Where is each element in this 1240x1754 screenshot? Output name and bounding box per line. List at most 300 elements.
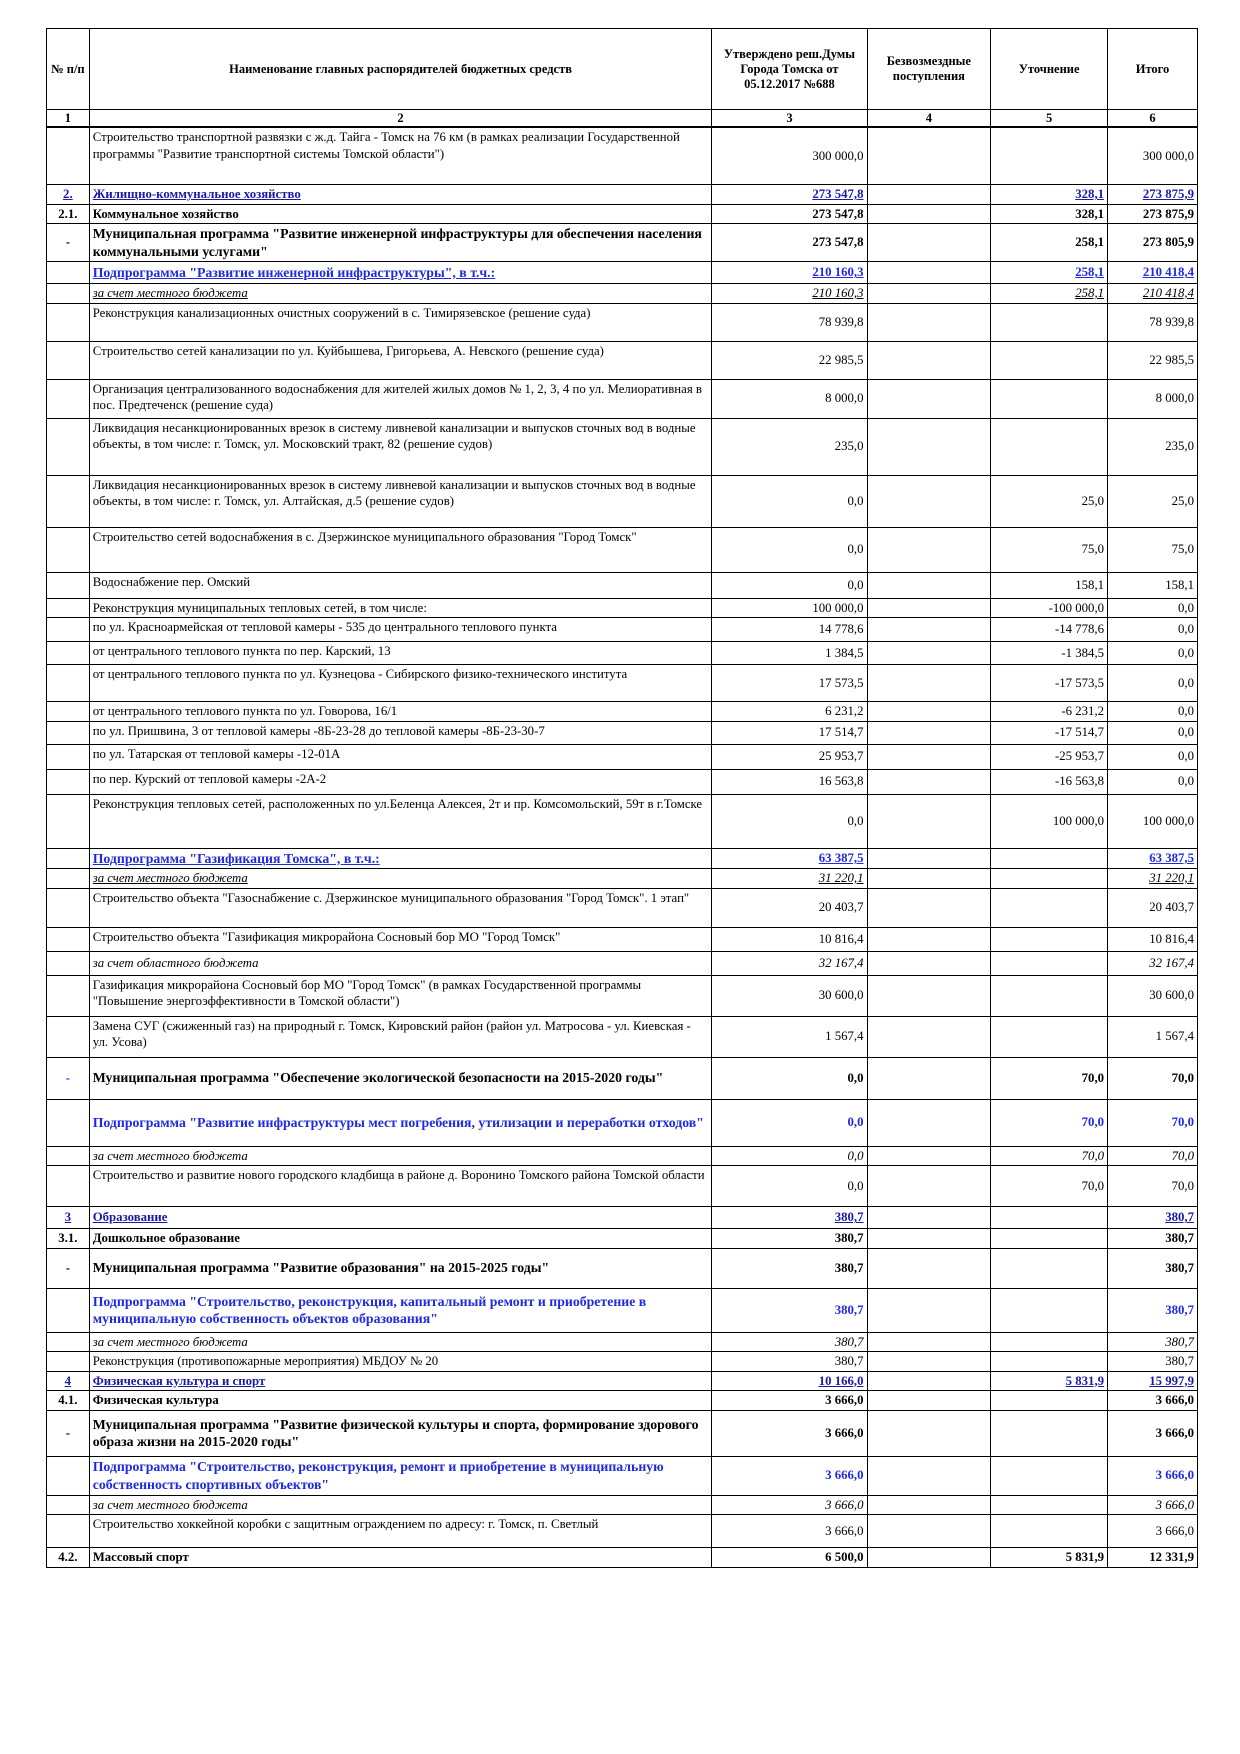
row-number: 2.1.: [47, 204, 90, 224]
row-number: 3.1.: [47, 1229, 90, 1249]
row-grants: [867, 618, 991, 642]
row-approved: 210 160,3: [712, 284, 867, 304]
row-name: по ул. Татарская от тепловой камеры -12-01А: [89, 744, 712, 769]
header-total: Итого: [1108, 29, 1198, 110]
row-approved: 78 939,8: [712, 303, 867, 341]
row-number: [47, 1352, 90, 1372]
row-adjustment: -25 953,7: [991, 744, 1108, 769]
row-adjustment: [991, 127, 1108, 185]
row-approved: 0,0: [712, 1099, 867, 1146]
row-grants: [867, 794, 991, 848]
header-name: Наименование главных распорядителей бюджетных средств: [89, 29, 712, 110]
row-total: 70,0: [1108, 1166, 1198, 1207]
table-row: [47, 665, 1198, 702]
row-number: [47, 1456, 90, 1495]
row-grants: [867, 527, 991, 572]
budget-table: [46, 28, 1198, 1568]
row-adjustment: -14 778,6: [991, 618, 1108, 642]
row-grants: [867, 204, 991, 224]
table-row: [47, 527, 1198, 572]
row-approved: 380,7: [712, 1248, 867, 1288]
table-row: [47, 1288, 1198, 1332]
row-grants: [867, 1057, 991, 1099]
row-grants: [867, 303, 991, 341]
row-approved: 63 387,5: [712, 848, 867, 869]
row-number: -: [47, 1410, 90, 1456]
row-adjustment: 70,0: [991, 1057, 1108, 1099]
row-adjustment: [991, 418, 1108, 475]
table-row: [47, 618, 1198, 642]
row-total: 20 403,7: [1108, 888, 1198, 927]
row-adjustment: [991, 927, 1108, 951]
row-grants: [867, 1371, 991, 1391]
table-row: [47, 262, 1198, 284]
table-row: [47, 744, 1198, 769]
row-name: Подпрограмма "Газификация Томска", в т.ч.:: [89, 848, 712, 869]
row-approved: 273 547,8: [712, 185, 867, 205]
row-name: от центрального теплового пункта по ул. Кузнецова - Сибирского физико-технического института: [89, 665, 712, 702]
row-name: Замена СУГ (сжиженный газ) на природный г. Томск, Кировский район (район ул. Матросова - ул. Киевская - ул. Усова): [89, 1016, 712, 1057]
table-row: [47, 975, 1198, 1016]
row-grants: [867, 185, 991, 205]
row-approved: 6 500,0: [712, 1548, 867, 1568]
row-total: 75,0: [1108, 527, 1198, 572]
table-row: [47, 888, 1198, 927]
row-grants: [867, 744, 991, 769]
row-number: [47, 888, 90, 927]
row-name: от центрального теплового пункта по пер. Карский, 13: [89, 642, 712, 665]
row-approved: 380,7: [712, 1229, 867, 1249]
row-number: [47, 1099, 90, 1146]
header-number: № п/п: [47, 29, 90, 110]
row-approved: 0,0: [712, 794, 867, 848]
table-row: [47, 927, 1198, 951]
row-name: Строительство объекта "Газоснабжение с. Дзержинское муниципального образования "Город Томск". 1 этап": [89, 888, 712, 927]
row-total: 3 666,0: [1108, 1410, 1198, 1456]
row-approved: 273 547,8: [712, 224, 867, 262]
row-adjustment: [991, 975, 1108, 1016]
row-approved: 0,0: [712, 475, 867, 527]
row-total: 3 666,0: [1108, 1456, 1198, 1495]
row-approved: 10 816,4: [712, 927, 867, 951]
table-row: [47, 1248, 1198, 1288]
row-number: 3: [47, 1207, 90, 1229]
header-col-index: 6: [1108, 110, 1198, 128]
table-row: [47, 1548, 1198, 1568]
row-total: 380,7: [1108, 1352, 1198, 1372]
row-adjustment: 328,1: [991, 185, 1108, 205]
row-name: Муниципальная программа "Развитие инженерной инфраструктуры для обеспечения населения коммунальными услугами": [89, 224, 712, 262]
row-grants: [867, 1495, 991, 1515]
row-grants: [867, 1391, 991, 1411]
table-row: [47, 1371, 1198, 1391]
row-grants: [867, 1146, 991, 1166]
row-grants: [867, 1288, 991, 1332]
row-grants: [867, 262, 991, 284]
row-total: 0,0: [1108, 721, 1198, 744]
row-approved: 3 666,0: [712, 1515, 867, 1548]
row-number: [47, 794, 90, 848]
row-number: [47, 598, 90, 618]
row-name: по пер. Курский от тепловой камеры -2А-2: [89, 769, 712, 794]
row-total: 0,0: [1108, 642, 1198, 665]
row-adjustment: [991, 1332, 1108, 1352]
table-row: [47, 721, 1198, 744]
row-number: [47, 927, 90, 951]
header-col-index: 5: [991, 110, 1108, 128]
row-total: 3 666,0: [1108, 1391, 1198, 1411]
row-number: [47, 721, 90, 744]
row-approved: 17 514,7: [712, 721, 867, 744]
row-adjustment: -17 573,5: [991, 665, 1108, 702]
row-name: Реконструкция (противопожарные мероприятия) МБДОУ № 20: [89, 1352, 712, 1372]
table-row: [47, 303, 1198, 341]
row-number: [47, 1288, 90, 1332]
row-number: [47, 848, 90, 869]
row-name: за счет местного бюджета: [89, 1495, 712, 1515]
row-grants: [867, 769, 991, 794]
row-adjustment: [991, 1410, 1108, 1456]
row-adjustment: -16 563,8: [991, 769, 1108, 794]
row-grants: [867, 341, 991, 379]
row-grants: [867, 1352, 991, 1372]
row-adjustment: [991, 303, 1108, 341]
row-adjustment: [991, 1248, 1108, 1288]
row-name: от центрального теплового пункта по ул. Говорова, 16/1: [89, 702, 712, 722]
row-total: 78 939,8: [1108, 303, 1198, 341]
row-grants: [867, 951, 991, 975]
row-name: Ликвидация несанкционированных врезок в систему ливневой канализации и выпусков сточных вод в водные объекты, в том числе: г. Томск, ул. Алтайская, д.5 (решение судов): [89, 475, 712, 527]
row-name: Реконструкция тепловых сетей, расположенных по ул.Беленца Алексея, 2т и пр. Комсомольский, 59т в г.Томске: [89, 794, 712, 848]
row-total: 0,0: [1108, 618, 1198, 642]
row-approved: 1 384,5: [712, 642, 867, 665]
row-approved: 31 220,1: [712, 869, 867, 889]
table-row: [47, 1515, 1198, 1548]
row-number: [47, 1016, 90, 1057]
row-grants: [867, 1166, 991, 1207]
row-grants: [867, 927, 991, 951]
row-name: по ул. Пришвина, 3 от тепловой камеры -8Б-23-28 до тепловой камеры -8Б-23-30-7: [89, 721, 712, 744]
row-total: 31 220,1: [1108, 869, 1198, 889]
table-row: [47, 224, 1198, 262]
row-adjustment: [991, 1456, 1108, 1495]
row-approved: 0,0: [712, 1057, 867, 1099]
row-number: [47, 951, 90, 975]
row-number: [47, 1146, 90, 1166]
row-grants: [867, 975, 991, 1016]
row-grants: [867, 1016, 991, 1057]
row-grants: [867, 665, 991, 702]
table-row: [47, 1391, 1198, 1411]
row-approved: 22 985,5: [712, 341, 867, 379]
row-approved: 0,0: [712, 1146, 867, 1166]
row-name: по ул. Красноармейская от тепловой камеры - 535 до центрального теплового пункта: [89, 618, 712, 642]
row-name: Физическая культура: [89, 1391, 712, 1411]
row-approved: 273 547,8: [712, 204, 867, 224]
row-grants: [867, 1248, 991, 1288]
row-approved: 300 000,0: [712, 127, 867, 185]
row-total: 0,0: [1108, 598, 1198, 618]
row-adjustment: [991, 1229, 1108, 1249]
row-total: 0,0: [1108, 702, 1198, 722]
row-number: [47, 127, 90, 185]
row-adjustment: -1 384,5: [991, 642, 1108, 665]
row-grants: [867, 379, 991, 418]
row-grants: [867, 888, 991, 927]
row-approved: 380,7: [712, 1207, 867, 1229]
header-col-index: 4: [867, 110, 991, 128]
row-grants: [867, 642, 991, 665]
row-grants: [867, 1229, 991, 1249]
table-row: [47, 794, 1198, 848]
row-total: 8 000,0: [1108, 379, 1198, 418]
row-total: 0,0: [1108, 744, 1198, 769]
header-col-index: 3: [712, 110, 867, 128]
row-approved: 3 666,0: [712, 1456, 867, 1495]
row-total: 1 567,4: [1108, 1016, 1198, 1057]
row-approved: 6 231,2: [712, 702, 867, 722]
row-grants: [867, 284, 991, 304]
row-approved: 20 403,7: [712, 888, 867, 927]
row-total: 32 167,4: [1108, 951, 1198, 975]
row-total: 100 000,0: [1108, 794, 1198, 848]
row-grants: [867, 1548, 991, 1568]
row-name: Жилищно-коммунальное хозяйство: [89, 185, 712, 205]
table-row: [47, 1410, 1198, 1456]
row-approved: 0,0: [712, 572, 867, 598]
row-name: Образование: [89, 1207, 712, 1229]
row-number: [47, 284, 90, 304]
row-adjustment: -6 231,2: [991, 702, 1108, 722]
row-adjustment: 75,0: [991, 527, 1108, 572]
table-row: [47, 1146, 1198, 1166]
table-body: [47, 127, 1198, 1567]
table-row: [47, 1495, 1198, 1515]
row-approved: 32 167,4: [712, 951, 867, 975]
row-grants: [867, 1099, 991, 1146]
row-grants: [867, 1515, 991, 1548]
row-adjustment: [991, 1495, 1108, 1515]
table-row: [47, 1057, 1198, 1099]
table-row: [47, 1016, 1198, 1057]
row-name: Газификация микрорайона Сосновый бор МО "Город Томск" (в рамках Государственной программы "Повышение энергоэффективности в Томской области"): [89, 975, 712, 1016]
table-row: [47, 642, 1198, 665]
row-total: 380,7: [1108, 1288, 1198, 1332]
table-row: [47, 1166, 1198, 1207]
row-total: 0,0: [1108, 665, 1198, 702]
header-col-index: 2: [89, 110, 712, 128]
row-grants: [867, 572, 991, 598]
row-total: 380,7: [1108, 1207, 1198, 1229]
row-total: 158,1: [1108, 572, 1198, 598]
row-number: -: [47, 1248, 90, 1288]
row-total: 0,0: [1108, 769, 1198, 794]
row-name: за счет местного бюджета: [89, 1332, 712, 1352]
row-number: [47, 665, 90, 702]
row-name: за счет местного бюджета: [89, 869, 712, 889]
row-number: [47, 642, 90, 665]
row-grants: [867, 869, 991, 889]
row-approved: 100 000,0: [712, 598, 867, 618]
row-name: Строительство транспортной развязки с ж.д. Тайга - Томск на 76 км (в рамках реализации Государственной программы "Развитие транспортной системы Томской области"): [89, 127, 712, 185]
table-row: [47, 1229, 1198, 1249]
table-row: [47, 204, 1198, 224]
row-name: за счет местного бюджета: [89, 284, 712, 304]
row-grants: [867, 1410, 991, 1456]
row-total: 10 816,4: [1108, 927, 1198, 951]
row-grants: [867, 598, 991, 618]
row-name: Массовый спорт: [89, 1548, 712, 1568]
row-name: Подпрограмма "Развитие инженерной инфраструктуры", в т.ч.:: [89, 262, 712, 284]
row-name: за счет местного бюджета: [89, 1146, 712, 1166]
row-adjustment: 258,1: [991, 262, 1108, 284]
row-total: 380,7: [1108, 1248, 1198, 1288]
row-number: -: [47, 224, 90, 262]
row-approved: 0,0: [712, 1166, 867, 1207]
row-grants: [867, 721, 991, 744]
row-number: [47, 618, 90, 642]
row-total: 380,7: [1108, 1332, 1198, 1352]
row-number: [47, 262, 90, 284]
row-adjustment: 328,1: [991, 204, 1108, 224]
row-approved: 10 166,0: [712, 1371, 867, 1391]
row-total: 3 666,0: [1108, 1515, 1198, 1548]
row-total: 25,0: [1108, 475, 1198, 527]
row-name: Физическая культура и спорт: [89, 1371, 712, 1391]
row-name: Подпрограмма "Строительство, реконструкция, ремонт и приобретение в муниципальную собственность спортивных объектов": [89, 1456, 712, 1495]
row-adjustment: [991, 1016, 1108, 1057]
row-name: Подпрограмма "Строительство, реконструкция, капитальный ремонт и приобретение в муниципальную собственность объектов образования": [89, 1288, 712, 1332]
row-total: 70,0: [1108, 1099, 1198, 1146]
row-name: Строительство объекта "Газификация микрорайона Сосновый бор МО "Город Томск": [89, 927, 712, 951]
row-number: [47, 975, 90, 1016]
row-approved: 210 160,3: [712, 262, 867, 284]
table-row: [47, 702, 1198, 722]
row-number: [47, 341, 90, 379]
row-adjustment: [991, 888, 1108, 927]
row-adjustment: [991, 1207, 1108, 1229]
row-name: Реконструкция муниципальных тепловых сетей, в том числе:: [89, 598, 712, 618]
row-adjustment: [991, 341, 1108, 379]
row-name: Муниципальная программа "Развитие физической культуры и спорта, формирование здорового образа жизни на 2015-2020 годы": [89, 1410, 712, 1456]
row-number: 2.: [47, 185, 90, 205]
row-total: 235,0: [1108, 418, 1198, 475]
row-total: 63 387,5: [1108, 848, 1198, 869]
row-number: [47, 418, 90, 475]
table-row: [47, 598, 1198, 618]
row-adjustment: 70,0: [991, 1146, 1108, 1166]
row-name: Строительство сетей водоснабжения в с. Дзержинское муниципального образования "Город Томск": [89, 527, 712, 572]
row-name: Ликвидация несанкционированных врезок в систему ливневой канализации и выпусков сточных вод в водные объекты, в том числе: г. Томск, ул. Московский тракт, 82 (решение судов): [89, 418, 712, 475]
row-name: Подпрограмма "Развитие инфраструктуры мест погребения, утилизации и переработки отходов": [89, 1099, 712, 1146]
row-adjustment: [991, 951, 1108, 975]
row-approved: 380,7: [712, 1332, 867, 1352]
row-total: 210 418,4: [1108, 262, 1198, 284]
row-number: [47, 527, 90, 572]
table-row: [47, 1352, 1198, 1372]
header-approved: Утверждено реш.Думы Города Томска от 05.12.2017 №688: [712, 29, 867, 110]
row-adjustment: 258,1: [991, 224, 1108, 262]
row-adjustment: -17 514,7: [991, 721, 1108, 744]
row-adjustment: 100 000,0: [991, 794, 1108, 848]
row-adjustment: 25,0: [991, 475, 1108, 527]
row-adjustment: [991, 379, 1108, 418]
row-name: Строительство сетей канализации по ул. Куйбышева, Григорьева, А. Невского (решение суда): [89, 341, 712, 379]
row-total: 70,0: [1108, 1146, 1198, 1166]
row-number: -: [47, 1057, 90, 1099]
row-total: 273 875,9: [1108, 185, 1198, 205]
row-number: [47, 572, 90, 598]
row-total: 273 805,9: [1108, 224, 1198, 262]
row-total: 12 331,9: [1108, 1548, 1198, 1568]
row-number: [47, 379, 90, 418]
table-row: [47, 951, 1198, 975]
row-adjustment: 258,1: [991, 284, 1108, 304]
row-total: 273 875,9: [1108, 204, 1198, 224]
header-grants: Безвозмездные поступления: [867, 29, 991, 110]
table-row: [47, 418, 1198, 475]
row-number: 4: [47, 1371, 90, 1391]
row-number: [47, 1332, 90, 1352]
row-name: Водоснабжение пер. Омский: [89, 572, 712, 598]
row-adjustment: 158,1: [991, 572, 1108, 598]
row-grants: [867, 848, 991, 869]
row-name: Муниципальная программа "Обеспечение экологической безопасности на 2015-2020 годы": [89, 1057, 712, 1099]
row-approved: 380,7: [712, 1288, 867, 1332]
row-grants: [867, 1332, 991, 1352]
row-approved: 25 953,7: [712, 744, 867, 769]
row-adjustment: 5 831,9: [991, 1548, 1108, 1568]
row-grants: [867, 418, 991, 475]
row-approved: 16 563,8: [712, 769, 867, 794]
row-name: Муниципальная программа "Развитие образования" на 2015-2025 годы": [89, 1248, 712, 1288]
table-row: [47, 1456, 1198, 1495]
row-number: [47, 1515, 90, 1548]
row-number: [47, 1495, 90, 1515]
row-adjustment: [991, 1288, 1108, 1332]
table-row: [47, 127, 1198, 185]
table-row: [47, 475, 1198, 527]
row-grants: [867, 702, 991, 722]
row-total: 210 418,4: [1108, 284, 1198, 304]
row-number: [47, 769, 90, 794]
row-total: 3 666,0: [1108, 1495, 1198, 1515]
row-total: 300 000,0: [1108, 127, 1198, 185]
row-adjustment: 70,0: [991, 1099, 1108, 1146]
row-adjustment: [991, 1515, 1108, 1548]
row-approved: 8 000,0: [712, 379, 867, 418]
row-approved: 380,7: [712, 1352, 867, 1372]
row-total: 22 985,5: [1108, 341, 1198, 379]
row-adjustment: [991, 848, 1108, 869]
table-row: [47, 848, 1198, 869]
table-header: [47, 29, 1198, 128]
table-row: [47, 1207, 1198, 1229]
row-grants: [867, 1207, 991, 1229]
table-row: [47, 185, 1198, 205]
row-number: [47, 475, 90, 527]
row-adjustment: [991, 1352, 1108, 1372]
row-total: 70,0: [1108, 1057, 1198, 1099]
row-approved: 0,0: [712, 527, 867, 572]
table-row: [47, 1332, 1198, 1352]
row-name: Строительство и развитие нового городского кладбища в районе д. Воронино Томского района Томской области: [89, 1166, 712, 1207]
row-grants: [867, 224, 991, 262]
row-number: 4.1.: [47, 1391, 90, 1411]
row-number: [47, 702, 90, 722]
row-number: [47, 744, 90, 769]
row-approved: 235,0: [712, 418, 867, 475]
